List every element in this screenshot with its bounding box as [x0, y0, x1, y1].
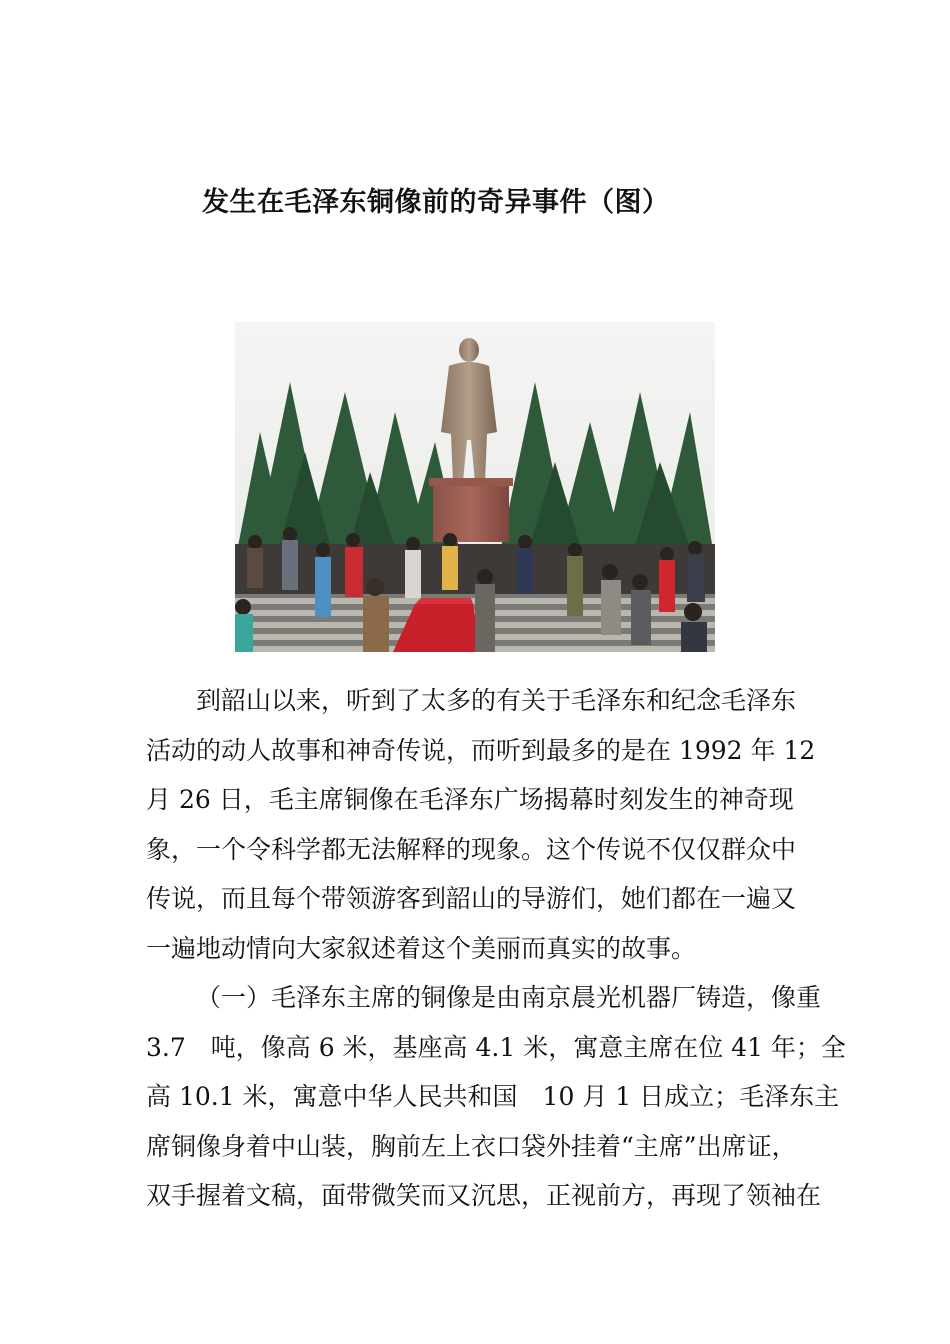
page-title: 发生在毛泽东铜像前的奇异事件（图） — [202, 187, 670, 218]
article-body — [146, 676, 846, 1221]
paragraph-1-line-2: 活动的动人故事和神奇传说，而听到最多的是在 1992 年 12 — [146, 735, 816, 765]
paragraph-2-line-4: 席铜像身着中山装，胸前左上衣口袋外挂着“主席”出席证， — [146, 1131, 797, 1161]
paragraph-1-line-4: 象，一个令科学都无法解释的现象。这个传说不仅仅群众中 — [146, 834, 797, 864]
paragraph-2-line-2: 3.7 吨，像高 6 米，基座高 4.1 米，寓意主席在位 41 年；全 — [146, 1032, 846, 1062]
statue-image — [235, 322, 715, 652]
paragraph-2-line-1: （一）毛泽东主席的铜像是由南京晨光机器厂铸造，像重 — [196, 983, 822, 1012]
paragraph-1-line-6: 一遍地动情向大家叙述着这个美丽而真实的故事。 — [146, 933, 697, 963]
paragraph-1-line-1: 到韶山以来，听到了太多的有关于毛泽东和纪念毛泽东 — [196, 686, 797, 715]
paragraph-2-line-3: 高 10.1 米，寓意中华人民共和国 10 月 1 日成立；毛泽东主 — [146, 1082, 840, 1111]
paragraph-2-line-5: 双手握着文稿，面带微笑而又沉思，正视前方，再现了领袖在 — [146, 1181, 822, 1210]
paragraph-1-line-5: 传说，而且每个带领游客到韶山的导游们，她们都在一遍又 — [146, 884, 797, 913]
statue-photo — [235, 322, 715, 652]
paragraph-1-line-3: 月 26 日，毛主席铜像在毛泽东广场揭幕时刻发生的神奇现 — [146, 785, 794, 814]
